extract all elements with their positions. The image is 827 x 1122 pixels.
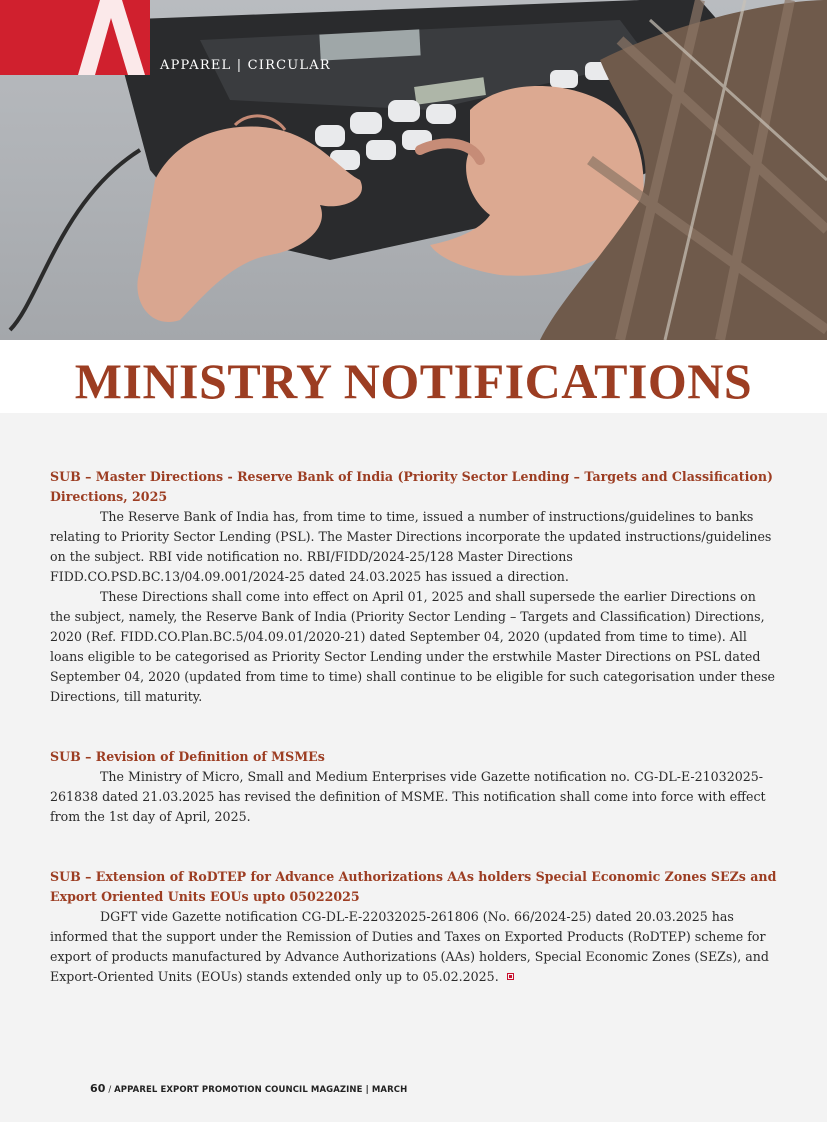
notice-heading: SUB – Extension of RoDTEP for Advance Authorizations AAs holders Special Economic Zones SEZs and Export Oriented Units EOUs upto 05022025 <box>50 869 777 904</box>
brand-logo <box>0 0 150 75</box>
notice-heading: SUB – Revision of Definition of MSMEs <box>50 749 325 764</box>
notice-paragraph <box>50 907 778 987</box>
page-title: MINISTRY NOTIFICATIONS <box>74 353 753 409</box>
notifications-list <box>50 467 778 987</box>
title-band <box>0 340 827 413</box>
notice-msme-definition <box>50 747 778 827</box>
notice-rbi-psl <box>50 467 778 707</box>
footer-separator: / <box>105 1085 115 1095</box>
section-tag: APPAREL | CIRCULAR <box>160 58 331 73</box>
notice-paragraph: The Reserve Bank of India has, from time to time, issued a number of instructions/guidelines to banks relating to Priority Sector Lending (PSL). The Master Directions incorporate the updated instructions/guidelines on the subject. RBI vide notification no. RBI/FIDD/2024-25/128 Master Directions FIDD.CO.PSD.BC.13/04.09.001/2024-25 dated 24.03.2025 has issued a direction. <box>50 509 772 584</box>
notice-paragraph: These Directions shall come into effect on April 01, 2025 and shall supersede the earlier Directions on the subject, namely, the Reserve Bank of India (Priority Sector Lending – Targets and Classification) Directions, 2020 (Ref. FIDD.CO.Plan.BC.5/04.09.01/2020-21) dated September 04, 2020 (updated from time to time). All loans eligible to be categorised as Priority Sector Lending under the erstwhile Master Directions on PSL dated September 04, 2020 (updated from time to time) shall continue to be eligible for such categorisation under these Directions, till maturity. <box>50 589 775 704</box>
notice-heading: SUB – Master Directions - Reserve Bank of India (Priority Sector Lending – Targets and Classification) Directions, 2025 <box>50 469 773 504</box>
notice-paragraph-text: DGFT vide Gazette notification CG-DL-E-22032025-261806 (No. 66/2024-25) dated 20.03.2025 has informed that the support under the Remission of Duties and Taxes on Exported Products (RoDTEP) scheme for export of products manufactured by Advance Authorizations (AAs) holders, Special Economic Zones (SEZs), and Export-Oriented Units (EOUs) stands extended only up to 05.02.2025. <box>50 909 769 984</box>
end-of-article-icon <box>507 973 514 980</box>
hero-photo <box>0 0 827 340</box>
page-number: 60 <box>90 1082 106 1095</box>
notice-paragraph: The Ministry of Micro, Small and Medium Enterprises vide Gazette notification no. CG-DL-E-21032025-261838 dated 21.03.2025 has revised the definition of MSME. This notification shall come into force with effect from the 1st day of April, 2025. <box>50 769 766 824</box>
notice-rodtep-extension <box>50 867 778 987</box>
magazine-name: APPAREL EXPORT PROMOTION COUNCIL MAGAZINE | MARCH <box>114 1085 408 1095</box>
page-footer <box>90 1082 407 1095</box>
